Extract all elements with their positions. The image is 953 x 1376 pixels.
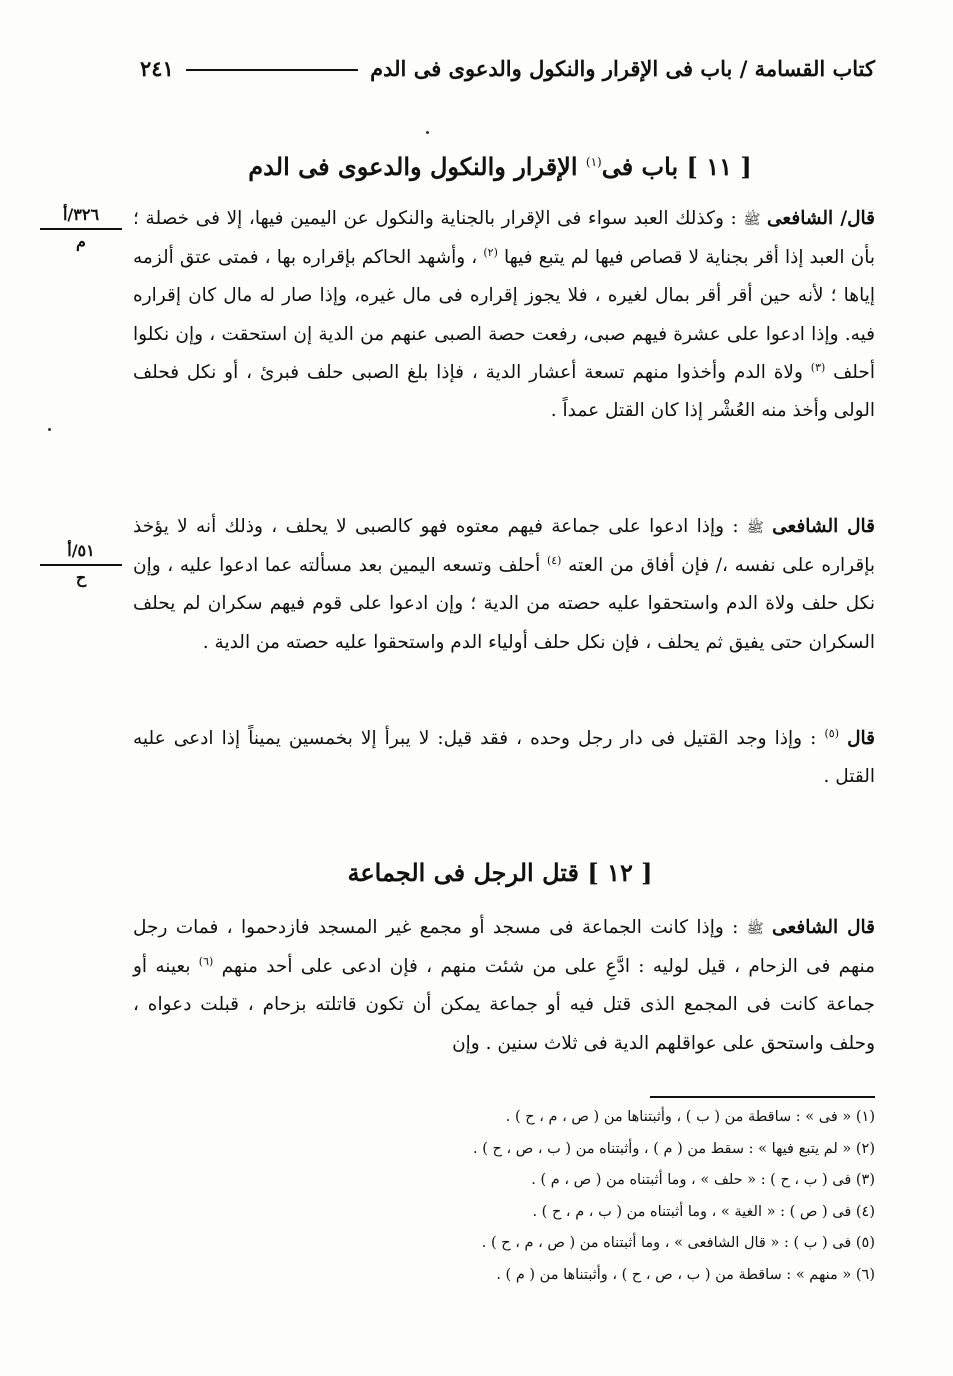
footnote-ref: (٥) <box>824 726 839 740</box>
section-12-heading <box>250 858 750 887</box>
manuscript-siglum: م <box>76 232 86 251</box>
paragraph-text: : وإذا كانت الجماعة فى مسجد أو مجمع غير المسجد فازدحموا ، فمات رجل منهم فى الزحام ، قيل لوليه : ادَّعِ على من شئت منهم ، فإن ادعى على أحد منهم <box>133 917 875 978</box>
honorific-symbol: ﷺ <box>746 921 764 937</box>
paragraph-text: : وإذا ادعوا على جماعة فيهم معتوه فهو كالصبى لا يحلف ، وذلك أنه لا يؤخذ بإقراره على نفسه ،/ فإن أفاق من العته <box>133 516 875 577</box>
footnote-item: (٢) « لم يتبع فيها » : سقط من ( م ) ، وأثبتناه من ( ب ، ص ، ح ) . <box>473 1140 875 1157</box>
paragraph-4 <box>133 909 875 1063</box>
running-head <box>140 48 875 88</box>
footnote-ref: (١) <box>585 155 602 169</box>
honorific-symbol: ﷺ <box>746 520 764 536</box>
paragraph-text: ، وأشهد الحاكم بإقراره بها ، فمتى عتق ألزمه إياها ؛ لأنه حين أقر أقر بمال لغيره ، فلا يجوز إقراره فى مال غيره، وإذا صار له مال كان إقراره فيه. وإذا ادعوا على عشرة فيهم صبى، رفعت حصة الصبى عنهم من الدية إن استحقت ، وإن نكلوا أحلف <box>133 247 876 383</box>
section-12-title: [ ١٢ ] قتل الرجل فى الجماعة <box>347 858 653 887</box>
honorific-symbol: ﷺ <box>743 212 761 228</box>
manuscript-siglum: ح <box>75 568 87 587</box>
speaker-label: قال <box>847 728 875 749</box>
footnote-item: (٤) فى ( ص ) : « الغية » ، وما أثبتناه من ( ب ، م ، ح ) . <box>532 1203 875 1220</box>
footnote-ref: (٤) <box>546 554 562 568</box>
footnote-separator <box>650 1096 875 1098</box>
footnote-item: (٦) « منهم » : ساقطة من ( ب ، ص ، ح ) ، وأثبتناها من ( م ) . <box>496 1266 875 1283</box>
paragraph-text: ولاة الدم وأخذوا منهم تسعة أعشار الدية ، فإذا بلغ الصبى حلف فبرئ ، أو نكل فحلف الولى وأخذ منه العُشْر إذا كان القتل عمداً . <box>133 361 875 422</box>
paragraph-3 <box>133 720 875 796</box>
footnote-item: (٥) فى ( ب ) : « قال الشافعى » ، وما أثبتناه من ( ص ، م ، ح ) . <box>481 1235 875 1251</box>
paragraph-2 <box>133 508 875 662</box>
running-head-title: كتاب القسامة / باب فى الإقرار والنكول والدعوى فى الدم <box>370 55 875 81</box>
manuscript-folio-note <box>40 204 122 253</box>
footnote-ref: (٢) <box>483 246 498 260</box>
paragraph-1 <box>133 200 875 430</box>
footnote-item: (٣) فى ( ب ، ح ) : « حلف » ، وما أثبتناه من ( ص ، م ) . <box>531 1172 875 1188</box>
footnote-item: (١) « فى » : ساقطة من ( ب ) ، وأثبتناها من ( ص ، م ، ح ) . <box>505 1109 875 1125</box>
footnote-ref: (٦) <box>198 955 214 969</box>
folio-number: ٣٢٦/أ <box>40 204 122 230</box>
folio-number: ٥١/أ <box>40 540 122 566</box>
speck-mark <box>426 131 429 134</box>
paragraph-text: : وإذا وجد القتيل فى دار رجل وحده ، فقد قيل: لا يبرأ إلا بخمسين يميناً إذا ادعى عليه القتل . <box>133 728 875 788</box>
speaker-label: قال الشافعى <box>772 516 876 537</box>
paragraph-text: : وكذلك العبد سواء فى الإقرار بالجناية والنكول عن اليمين فيها، إلا فى خصلة ؛ بأن العبد إذا أقر بجناية لا قصاص فيها لم يتبع فيها <box>133 208 875 269</box>
manuscript-folio-note <box>40 540 122 589</box>
speck-mark <box>48 428 51 431</box>
section-11-heading <box>200 152 800 181</box>
footnote-ref: (٣) <box>810 360 826 374</box>
footnotes <box>200 1102 875 1291</box>
paragraph-text: أحلف وتسعه اليمين بعد مسألته عما ادعوا عليه ، وإن نكل حلف ولاة الدم واستحقوا عليه حصته من الدية ؛ وإن ادعوا على قوم فيهم سكران لم يحلف السكران حتى يفيق ثم يحلف ، فإن نكل حلف أولياء الدم واستحقوا عليه حصته من الدية . <box>133 555 875 653</box>
section-11-title-pre: [ ١١ ] باب فى <box>601 152 752 181</box>
running-head-rule <box>186 69 358 71</box>
speaker-label: قال/ الشافعى <box>767 208 875 229</box>
page-number: ٢٤١ <box>140 55 174 81</box>
speaker-label: قال الشافعى <box>772 917 875 938</box>
section-11-title-post: الإقرار والنكول والدعوى فى الدم <box>248 152 586 181</box>
paragraph-text: بعينه أو جماعة كانت فى المجمع الذى قتل فيه أو جماعة يمكن أن تكون قاتلته بزحام ، قبلت دعواه ، وحلف واستحق على عواقلهم الدية فى ثلاث سنين . وإن <box>133 956 875 1054</box>
